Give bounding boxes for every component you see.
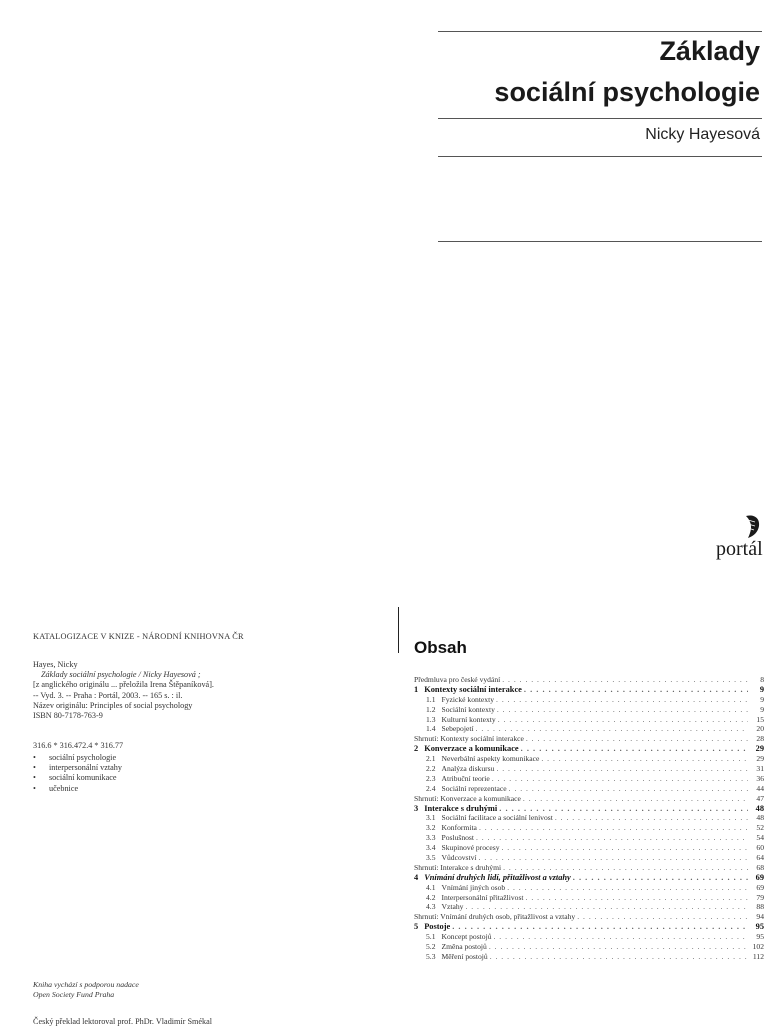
- toc-page: 69: [755, 872, 764, 882]
- toc-number: 2.4: [426, 783, 436, 793]
- catalog-line: -- Vyd. 3. -- Praha : Portál, 2003. -- 165 s. : il.: [33, 690, 183, 700]
- toc-label: Konformita: [441, 823, 477, 833]
- catalog-line: Hayes, Nicky: [33, 660, 78, 669]
- toc-leader: [524, 685, 748, 694]
- subject-item: • učebnice: [33, 783, 79, 793]
- toc-page: 9: [760, 704, 764, 714]
- toc-page: 8: [760, 675, 764, 684]
- toc-label: Sociální kontexty: [441, 704, 495, 714]
- portal-logo-icon: [742, 514, 762, 540]
- toc-row: [414, 833, 764, 843]
- toc-row: [414, 715, 764, 725]
- toc-row: [414, 794, 764, 804]
- toc-page: 28: [756, 734, 764, 744]
- toc-leader: [494, 932, 749, 941]
- toc-number: 3.5: [426, 853, 436, 863]
- toc-row: [414, 705, 764, 715]
- toc-number: 4.2: [426, 892, 436, 902]
- toc-page: 29: [756, 754, 764, 764]
- subject-item: • interpersonální vztahy: [33, 763, 122, 773]
- toc-label: Postoje: [424, 922, 451, 932]
- catalog-line: Základy sociální psychologie / Nicky Hayesová ;: [41, 670, 201, 680]
- cover-title-rule: [438, 118, 762, 119]
- toc-row: [414, 952, 764, 962]
- toc-row: [414, 843, 764, 853]
- toc-label: Shrnutí: Interakce s druhými: [414, 862, 502, 872]
- toc-page: 48: [756, 813, 764, 823]
- toc-label: Poslušnost: [441, 833, 474, 843]
- catalog-line: [33, 670, 214, 680]
- catalog-record: [33, 660, 214, 721]
- support-line: Kniha vychází s podporou nadace: [33, 980, 139, 989]
- toc-leader: [496, 695, 748, 704]
- catalog-classification: 316.6 * 316.472.4 * 316.77: [33, 741, 124, 750]
- toc-leader: [490, 952, 748, 961]
- toc-page: 95: [755, 922, 764, 932]
- toc-number: 3.1: [426, 813, 436, 823]
- bullet-icon: •: [33, 783, 36, 793]
- toc-leader: [492, 774, 748, 783]
- toc-number: 2.1: [426, 754, 436, 764]
- toc-row: [414, 724, 764, 734]
- toc-row: [414, 902, 764, 912]
- support-note: [33, 980, 139, 1000]
- toc-row: [414, 744, 764, 754]
- toc-label: Analýza diskursu: [441, 764, 495, 774]
- toc-page: 64: [756, 853, 764, 863]
- bullet-icon: •: [33, 763, 36, 773]
- toc-label: Vůdcovství: [441, 853, 477, 863]
- toc-label: Fyzické kontexty: [441, 694, 495, 704]
- toc-page: 47: [756, 793, 764, 803]
- toc-row: [414, 734, 764, 744]
- book-title-line2: sociální psychologie: [494, 77, 760, 107]
- toc-row: [414, 675, 764, 685]
- toc-leader: [502, 675, 748, 684]
- toc-number: 5.2: [426, 942, 436, 952]
- toc-label: Měření postojů: [441, 951, 488, 961]
- toc-row: [414, 893, 764, 903]
- toc-leader: [465, 902, 748, 911]
- toc-page: 36: [756, 773, 764, 783]
- toc-number: 1.2: [426, 704, 436, 714]
- toc-row: [414, 784, 764, 794]
- toc-page: 15: [756, 714, 764, 724]
- toc-number: 5.1: [426, 932, 436, 942]
- toc-leader: [499, 804, 748, 813]
- toc-row: [414, 942, 764, 952]
- catalog-line: [z anglického originálu ... přeložila Irena Štěpaníková].: [33, 680, 214, 690]
- toc-number: 4: [414, 872, 419, 882]
- toc-row: [414, 685, 764, 695]
- toc-page: 52: [756, 823, 764, 833]
- toc-row: [414, 764, 764, 774]
- toc-number: 5.3: [426, 951, 436, 961]
- bullet-icon: •: [33, 753, 36, 762]
- toc-leader: [526, 893, 748, 902]
- toc-page: 88: [756, 902, 764, 912]
- contents-heading: Obsah: [414, 638, 467, 657]
- toc-row: [414, 823, 764, 833]
- toc-page: 94: [756, 912, 764, 922]
- toc-label: Vnímání druhých lidí, přitažlivost a vztahy: [424, 872, 571, 882]
- publisher-name: portál: [716, 538, 763, 560]
- toc-leader: [476, 724, 748, 733]
- subject-item: • sociální komunikace: [33, 773, 117, 783]
- toc-page: 9: [760, 694, 764, 704]
- toc-label: Interpersonální přitažlivost: [441, 892, 524, 902]
- toc-number: 1: [414, 684, 419, 694]
- translation-note: Český překlad lektoroval prof. PhDr. Vladimír Smékal: [33, 1017, 213, 1026]
- catalog-heading: KATALOGIZACE V KNIZE - NÁRODNÍ KNIHOVNA ČR: [33, 632, 244, 641]
- toc-leader: [577, 912, 748, 921]
- toc-leader: [497, 705, 748, 714]
- toc-row: [414, 863, 764, 873]
- book-title-line1: Základy: [659, 36, 760, 66]
- toc-number: 3.2: [426, 823, 436, 833]
- support-line: Open Society Fund Praha: [33, 990, 115, 999]
- toc-number: 4.1: [426, 882, 436, 892]
- toc-leader: [476, 833, 748, 842]
- toc-page: 9: [759, 684, 764, 694]
- toc-page: 29: [755, 744, 764, 754]
- table-of-contents: [414, 675, 764, 962]
- subject-item: • sociální psychologie: [33, 753, 117, 762]
- toc-leader: [509, 784, 748, 793]
- toc-number: 1.1: [426, 694, 436, 704]
- toc-page: 102: [752, 942, 764, 952]
- catalog-subjects: [33, 753, 122, 794]
- toc-label: Shrnutí: Kontexty sociální interakce: [414, 734, 524, 744]
- toc-row: [414, 932, 764, 942]
- toc-page: 44: [756, 783, 764, 793]
- toc-label: Vztahy: [441, 902, 464, 912]
- toc-number: 2: [414, 744, 419, 754]
- toc-leader: [498, 715, 748, 724]
- cover-author-rule: [438, 156, 762, 157]
- toc-label: Kulturní kontexty: [441, 714, 496, 724]
- toc-number: 1.3: [426, 714, 436, 724]
- toc-label: Interakce s druhými: [424, 803, 498, 813]
- toc-label: Změna postojů: [441, 942, 487, 952]
- catalog-line: ISBN 80-7178-763-9: [33, 711, 103, 721]
- toc-leader: [503, 863, 748, 872]
- toc-number: 4.3: [426, 902, 436, 912]
- toc-label: Shrnutí: Konverzace a komunikace: [414, 793, 521, 803]
- toc-row: [414, 695, 764, 705]
- toc-page: 60: [756, 843, 764, 853]
- toc-row: [414, 813, 764, 823]
- toc-row: [414, 774, 764, 784]
- toc-page: 48: [755, 803, 764, 813]
- toc-page: 31: [756, 764, 764, 774]
- toc-number: 1.4: [426, 724, 436, 734]
- toc-leader: [502, 843, 749, 852]
- toc-leader: [479, 853, 748, 862]
- toc-leader: [452, 922, 748, 931]
- toc-page: 95: [756, 932, 764, 942]
- toc-label: Atribuční teorie: [441, 773, 490, 783]
- toc-number: 3.4: [426, 843, 436, 853]
- toc-label: Vnímání jiných osob: [441, 882, 506, 892]
- toc-row: [414, 912, 764, 922]
- cover-top-rule: [438, 31, 762, 32]
- toc-number: 5: [414, 922, 419, 932]
- toc-page: 79: [756, 892, 764, 902]
- page-divider: [398, 607, 399, 653]
- cover-bottom-rule: [438, 241, 762, 242]
- toc-leader: [496, 764, 748, 773]
- toc-row: [414, 873, 764, 883]
- toc-leader: [573, 873, 748, 882]
- toc-page: 20: [756, 724, 764, 734]
- toc-number: 3: [414, 803, 419, 813]
- toc-row: [414, 853, 764, 863]
- toc-page: 112: [752, 951, 764, 961]
- toc-label: Sociální facilitace a sociální lenivost: [441, 813, 553, 823]
- toc-label: Předmluva pro české vydání: [414, 675, 501, 684]
- toc-label: Shrnutí: Vnímání druhých osob, přitažlivost a vztahy: [414, 912, 576, 922]
- toc-leader: [489, 942, 748, 951]
- toc-label: Sociální reprezentace: [441, 783, 507, 793]
- toc-leader: [479, 823, 748, 832]
- toc-label: Skupinové procesy: [441, 843, 500, 853]
- toc-row: [414, 883, 764, 893]
- toc-number: 2.3: [426, 773, 436, 783]
- toc-number: 2.2: [426, 764, 436, 774]
- toc-leader: [541, 754, 748, 763]
- toc-number: 3.3: [426, 833, 436, 843]
- toc-label: Sebepojetí: [441, 724, 474, 734]
- toc-row: [414, 922, 764, 932]
- toc-row: [414, 754, 764, 764]
- toc-leader: [507, 883, 748, 892]
- toc-leader: [555, 813, 748, 822]
- toc-label: Kontexty sociální interakce: [424, 684, 522, 694]
- toc-label: Konverzace a komunikace: [424, 744, 519, 754]
- toc-page: 54: [756, 833, 764, 843]
- book-author: Nicky Hayesová: [645, 126, 760, 143]
- toc-label: Neverbální aspekty komunikace: [441, 754, 540, 764]
- toc-leader: [526, 734, 748, 743]
- toc-page: 69: [756, 882, 764, 892]
- toc-leader: [521, 744, 748, 753]
- bullet-icon: •: [33, 773, 36, 783]
- toc-label: Koncept postojů: [441, 932, 492, 942]
- catalog-line: Název originálu: Principles of social psychology: [33, 700, 193, 710]
- toc-page: 68: [756, 862, 764, 872]
- toc-row: [414, 804, 764, 814]
- toc-leader: [523, 794, 748, 803]
